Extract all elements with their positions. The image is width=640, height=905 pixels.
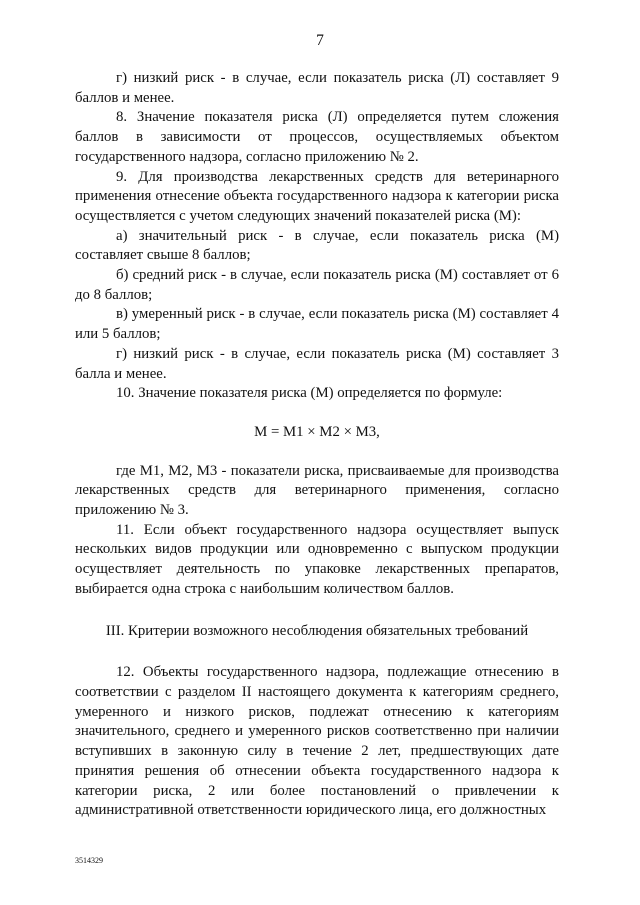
formula: М = М1 × М2 × М3, — [254, 423, 380, 440]
paragraph-10: 10. Значение показателя риска (М) определяется по формуле: — [116, 385, 503, 402]
page-number: 7 — [316, 32, 324, 49]
section-heading: III. Критерии возможного несоблюдения обязательных требований — [105, 622, 529, 639]
paragraph-8: 8. Значение показателя риска (Л) определяется путем сложения баллов в зависимости от процессов, осуществляемых объектом государственного надзора, согласно приложению № 2. — [75, 109, 559, 165]
paragraph-9c: в) умеренный риск - в случае, если показатель риска (М) составляет 4 или 5 баллов; — [75, 306, 559, 343]
paragraph-formula-explanation: где М1, М2, М3 - показатели риска, присваиваемые для производства лекарственных средств для ветеринарного применения, согласно приложению № 3. — [75, 462, 559, 519]
paragraph-9b: б) средний риск - в случае, если показатель риска (М) составляет от 6 до 8 баллов; — [75, 267, 559, 303]
document-body — [75, 69, 559, 821]
paragraph-9: 9. Для производства лекарственных средств для ветеринарного применения отнесение объекта государственного надзора к категории риска осуществляется с учетом следующих значений показателей риска (М): — [75, 168, 559, 224]
paragraph-9d: г) низкий риск - в случае, если показатель риска (М) составляет 3 балла и менее. — [75, 345, 559, 382]
paragraph-low-risk-l: г) низкий риск - в случае, если показатель риска (Л) составляет 9 баллов и менее. — [75, 70, 559, 106]
paragraph-9a: а) значительный риск - в случае, если показатель риска (М) составляет свыше 8 баллов; — [75, 227, 559, 264]
paragraph-11: 11. Если объект государственного надзора осуществляет выпуск нескольких видов продукции или одновременно с выпуском продукции осуществляет деятельность по упаковке лекарственных препаратов, выбирается одна строка с наибольшим количеством баллов. — [75, 521, 559, 597]
footer-code: 3514329 — [75, 856, 103, 865]
paragraph-12: 12. Объекты государственного надзора, подлежащие отнесению в соответствии с разделом II настоящего документа к категориям среднего, умеренного и низкого рисков, подлежат отнесению к категориям значительного, среднего и умеренного рисков соответственно при наличии вступивших в законную силу в течение 2 лет, предшествующих дате принятия решения об отнесении объекта государственного надзора к категории риска, 2 или более постановлений о привлечении к административной ответственности юридического лица, его должностных — [75, 664, 559, 819]
